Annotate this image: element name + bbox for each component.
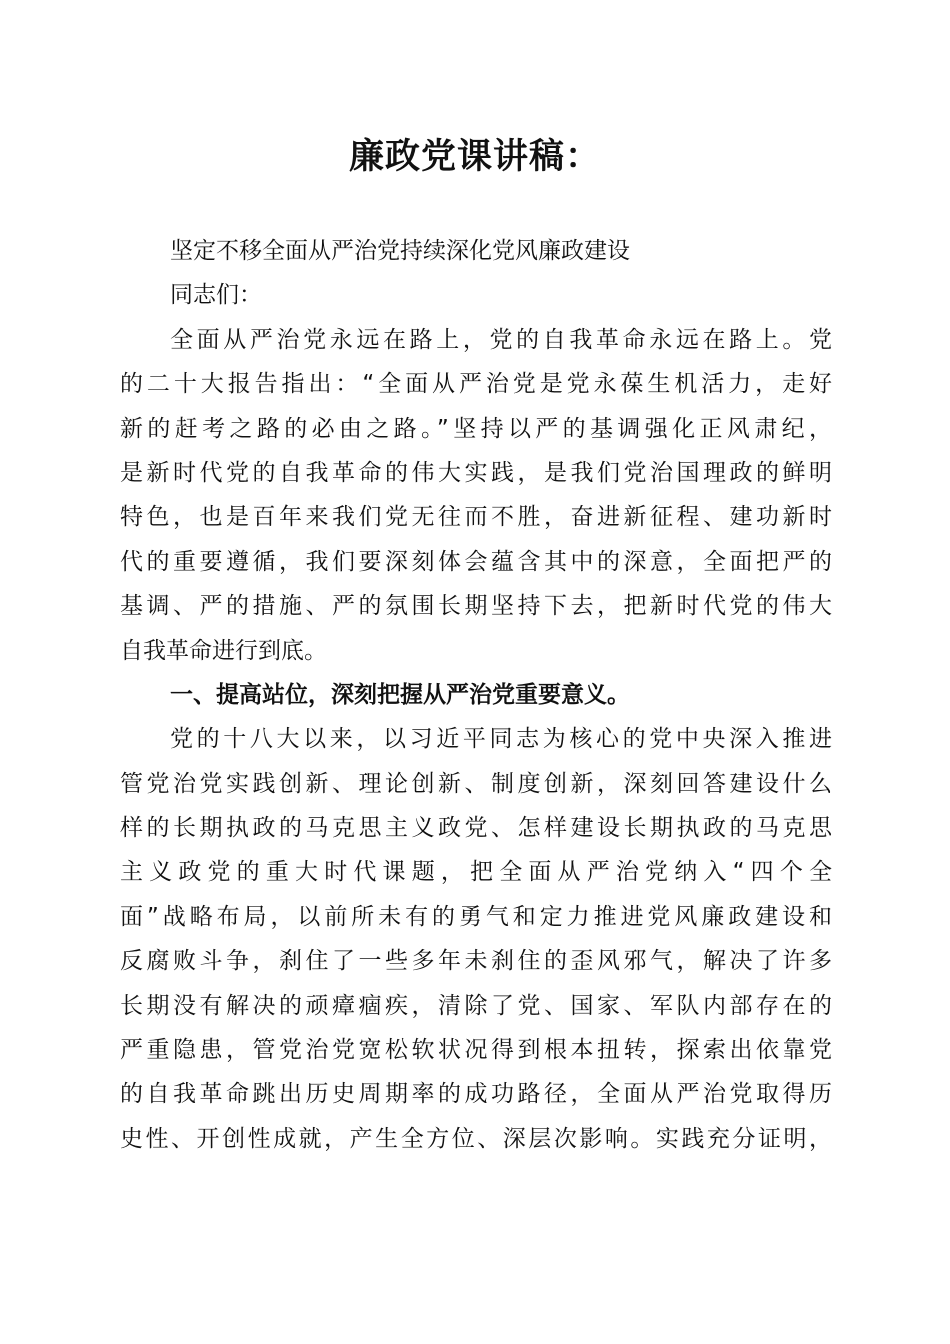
paragraph-line: 特色，也是百年来我们党无往而不胜，奋进新征程、建功新时 xyxy=(120,504,832,531)
salutation: 同志们： xyxy=(170,282,262,309)
paragraph-line: 是新时代党的自我革命的伟大实践，是我们党治国理政的鲜明 xyxy=(120,459,832,486)
paragraph-line: 史性、开创性成就，产生全方位、深层次影响。实践充分证明， xyxy=(120,1125,832,1152)
document-title: 廉政党课讲稿： xyxy=(348,136,601,177)
paragraph-line: 代的重要遵循，我们要深刻体会蕴含其中的深意，全面把严的 xyxy=(120,548,832,575)
paragraph-line: 全面从严治党永远在路上，党的自我革命永远在路上。党 xyxy=(170,326,832,353)
paragraph-1 xyxy=(120,318,832,673)
document-body xyxy=(120,229,832,1161)
paragraph-line: 自我革命进行到底。 xyxy=(120,637,327,664)
paragraph-line: 主义政党的重大时代课题，把全面从严治党纳入“四个全 xyxy=(120,859,832,886)
paragraph-line: 的自我革命跳出历史周期率的成功路径，全面从严治党取得历 xyxy=(120,1081,832,1108)
subtitle: 坚定不移全面从严治党持续深化党风廉政建设 xyxy=(170,238,630,264)
paragraph-line: 反腐败斗争，刹住了一些多年未刹住的歪风邪气，解决了许多 xyxy=(120,948,832,975)
paragraph-line: 基调、严的措施、严的氛围长期坚持下去，把新时代党的伟大 xyxy=(120,593,832,620)
paragraph-line: 严重隐患，管党治党宽松软状况得到根本扭转，探索出依靠党 xyxy=(120,1037,832,1064)
paragraph-line: 长期没有解决的顽瘴痼疾，清除了党、国家、军队内部存在的 xyxy=(120,992,832,1019)
paragraph-line: 样的长期执政的马克思主义政党、怎样建设长期执政的马克思 xyxy=(120,815,832,842)
paragraph-line: 新的赶考之路的必由之路。”坚持以严的基调强化正风肃纪， xyxy=(120,415,832,442)
paragraph-line: 党的十八大以来，以习近平同志为核心的党中央深入推进 xyxy=(170,726,832,753)
paragraph-2 xyxy=(120,717,832,1161)
paragraph-line: 的二十大报告指出：“全面从严治党是党永葆生机活力，走好 xyxy=(120,371,832,398)
section-heading: 一、提高站位，深刻把握从严治党重要意义。 xyxy=(170,681,630,708)
paragraph-line: 面”战略布局，以前所未有的勇气和定力推进党风廉政建设和 xyxy=(120,903,832,930)
paragraph-line: 管党治党实践创新、理论创新、制度创新，深刻回答建设什么 xyxy=(120,770,832,797)
